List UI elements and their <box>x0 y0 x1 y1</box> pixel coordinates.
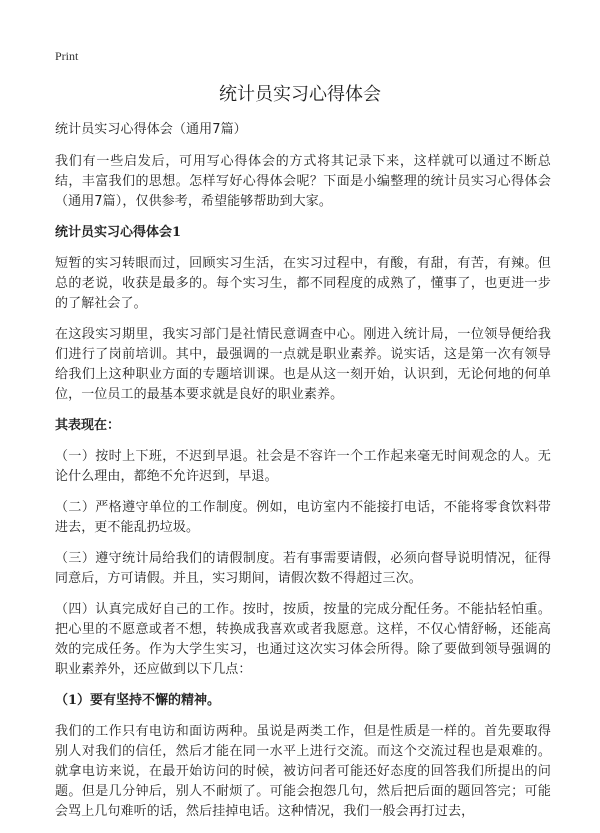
list-item: （四）认真完成好自己的工作。按时，按质，按量的完成分配任务。不能拈轻怕重。把心里的不愿意或者不想，转换成我喜欢或者我愿意。这样，不仅心情舒畅，还能高效的完成任务。作为大学生实习，也通过这次实习体会所得。除了要做到领导强调的职业素养外，还应做到以下几点： <box>55 602 551 677</box>
section-heading: 统计员实习心得体会1 <box>55 225 182 240</box>
print-link[interactable]: Print <box>55 49 79 63</box>
subsection-heading: 其表现在： <box>55 418 121 433</box>
article-subtitle: 统计员实习心得体会（通用7篇） <box>55 122 247 137</box>
page-title: 统计员实习心得体会 <box>219 84 381 105</box>
intro-paragraph: 我们有一些启发后，可用写心得体会的方式将其记录下来，这样就可以通过不断总结，丰富我们的思想。怎样写好心得体会呢？下面是小编整理的统计员实习心得体会（通用7篇），仅供参考，希望能够帮助到大家。 <box>55 154 551 209</box>
list-item: （三）遵守统计局给我们的请假制度。若有事需要请假，必须向督导说明情况，征得同意后，方可请假。并且，实习期间，请假次数不得超过三次。 <box>55 551 551 586</box>
paragraph: 我们的工作只有电访和面访两种。虽说是两类工作，但是性质是一样的。首先要取得别人对我们的信任，然后才能在同一水平上进行交流。而这个交流过程也是艰难的。就拿电访来说，在最开始访问的时候，被访问者可能还好态度的回答我们所提出的问题。但是几分钟后，别人不耐烦了。可能会抱怨几句，然后把后面的题回答完；可能会骂上几句难听的话，然后挂掉电话。这种情况，我们一般会再打过去， <box>55 724 551 819</box>
paragraph: 短暂的实习转眼而过，回顾实习生活，在实习过程中，有酸，有甜，有苦，有辣。但总的老说，收获是最多的。每个实习生，都不同程度的成熟了，懂事了，也更进一步的了解社会了。 <box>55 256 551 311</box>
list-item: （一）按时上下班，不迟到早退。社会是不容许一个工作起来毫无时间观念的人。无论什么理由，都绝不允许迟到，早退。 <box>55 449 551 484</box>
paragraph: 在这段实习期里，我实习部门是社情民意调查中心。刚进入统计局，一位领导便给我们进行了岗前培训。其中，最强调的一点就是职业素养。说实话，这是第一次有领导给我们上这种职业方面的专题培训课。也是从这一刻开始，认识到，无论何地的何单位，一位员工的最基本要求就是良好的职业素养。 <box>55 327 551 402</box>
subsection-heading: （1）要有坚持不懈的精神。 <box>55 693 221 708</box>
article-body <box>55 120 551 833</box>
list-item: （二）严格遵守单位的工作制度。例如，电访室内不能接打电话，不能将零食饮料带进去，更不能乱扔垃圾。 <box>55 500 551 535</box>
